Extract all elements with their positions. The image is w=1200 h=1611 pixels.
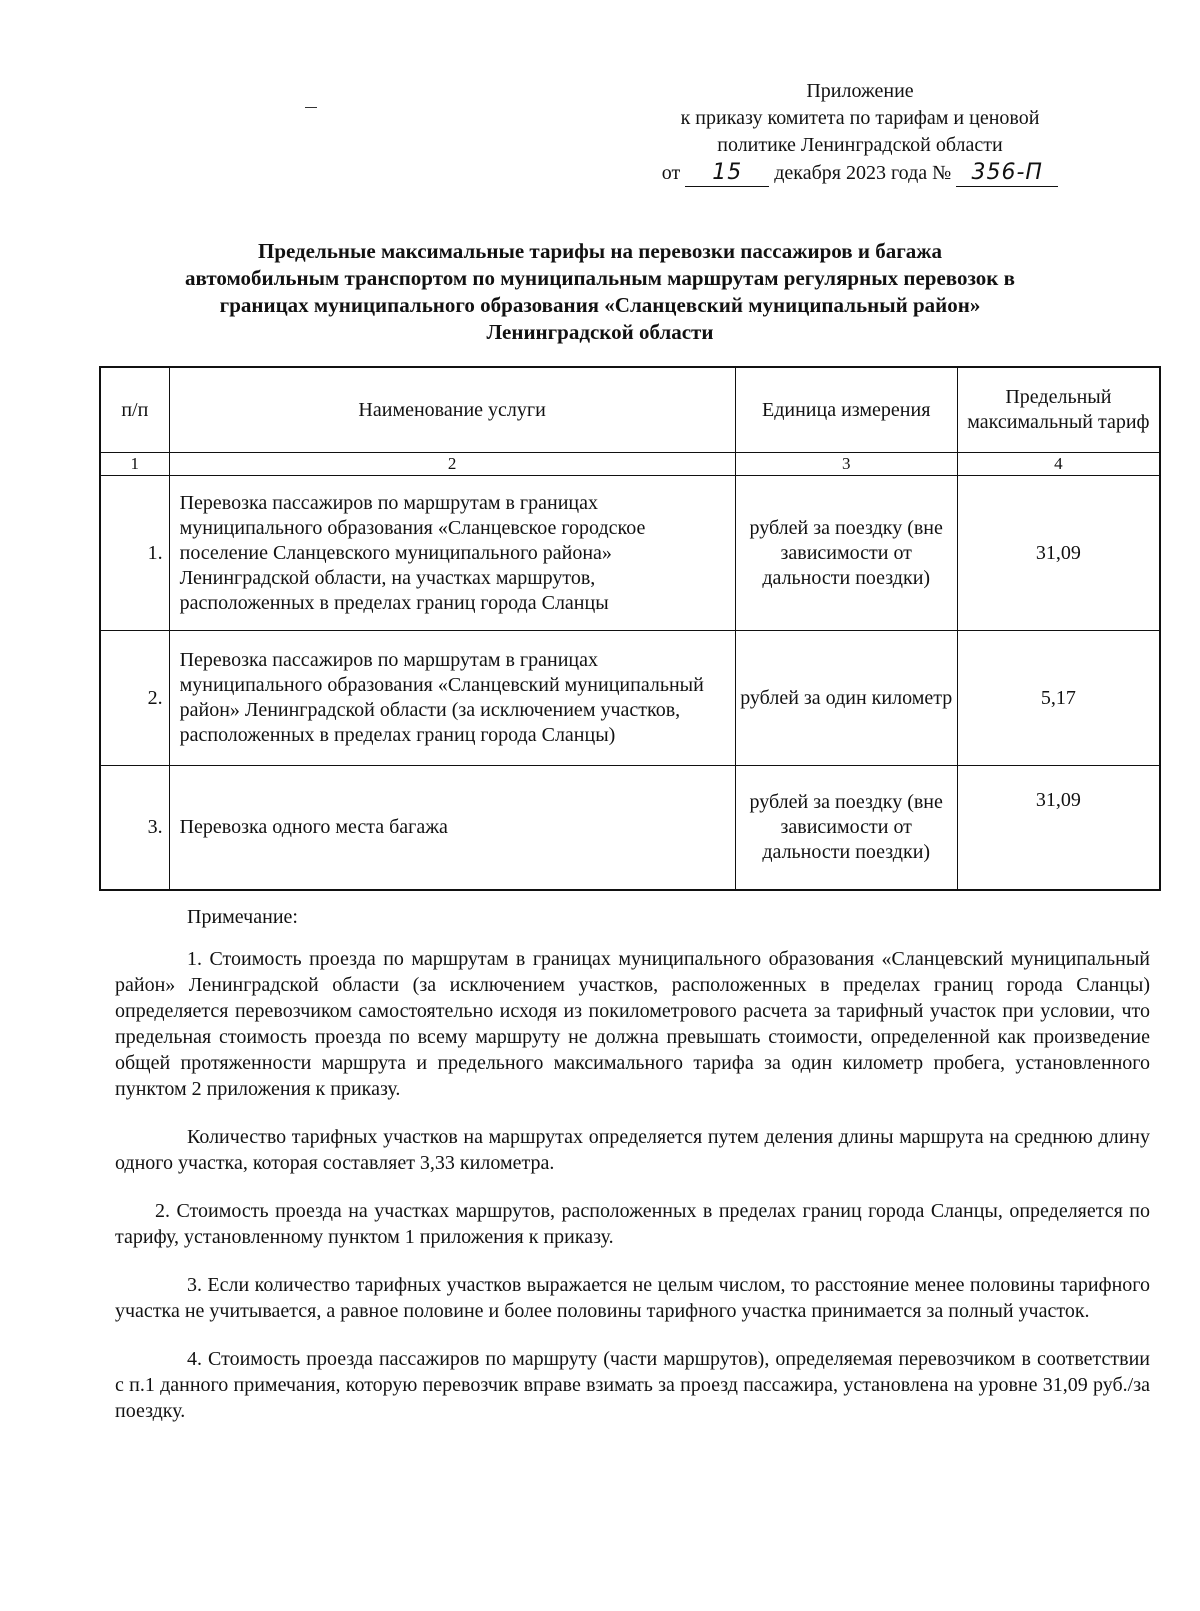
date-prefix: от	[661, 162, 681, 184]
header-line-1: Приложение	[806, 80, 914, 102]
notes-title: Примечание:	[187, 906, 298, 928]
title-line-4: Ленинградской области	[486, 320, 714, 344]
service-name: Перевозка пассажиров по маршрутам в границах муниципального образования «Сланцевское городское поселение Сланцевского муниципального района» Ленинградской области, на участках маршрутов, расположенных в пределах границ города Сланцы	[169, 476, 735, 631]
header-date-line	[620, 159, 1100, 187]
row-number: 3.	[100, 766, 169, 891]
unit-of-measure: рублей за поездку (вне зависимости от дальности поездки)	[735, 476, 957, 631]
tariff-table	[99, 366, 1161, 891]
service-name: Перевозка пассажиров по маршрутам в границах муниципального образования «Сланцевский муниципальный район» Ленинградской области (за исключением участков, расположенных в пределах границ города Сланцы)	[169, 631, 735, 766]
header-line-2: к приказу комитета по тарифам и ценовой	[680, 107, 1040, 129]
header-cell-tariff: Предельный максимальный тариф	[957, 367, 1160, 453]
note-paragraph-3: 3. Если количество тарифных участков выражается не целым числом, то расстояние менее половины тарифного участка не учитывается, а равное половине и более половины тарифного участка принимается за полный участок.	[115, 1274, 1150, 1322]
note-paragraph-1b: Количество тарифных участков на маршрутах определяется путем деления длины маршрута на среднюю длину одного участка, которая составляет 3,33 километра.	[115, 1126, 1150, 1174]
unit-of-measure: рублей за поездку (вне зависимости от дальности поездки)	[735, 766, 957, 891]
column-number: 1	[100, 453, 169, 476]
title-line-3: границах муниципального образования «Сланцевский муниципальный район»	[219, 293, 981, 317]
unit-of-measure: рублей за один километр	[735, 631, 957, 766]
header-line-3: политике Ленинградской области	[717, 134, 1003, 156]
tariff-value: 5,17	[957, 631, 1160, 766]
header-cell-unit: Единица измерения	[735, 367, 957, 453]
scan-mark	[305, 107, 317, 108]
column-number: 3	[735, 453, 957, 476]
table-row	[100, 476, 1160, 631]
title-line-1: Предельные максимальные тарифы на перевозки пассажиров и багажа	[258, 239, 942, 263]
table-row	[100, 631, 1160, 766]
document-title	[120, 238, 1080, 346]
tariff-value: 31,09	[957, 766, 1160, 891]
note-paragraph-4: 4. Стоимость проезда пассажиров по маршруту (части маршрутов), определяемая перевозчиком в соответствии с п.1 данного примечания, которую перевозчик вправе взимать за проезд пассажира, установлена на уровне 31,09 руб./за поездку.	[115, 1348, 1150, 1422]
row-number: 2.	[100, 631, 169, 766]
note-paragraph-1: 1. Стоимость проезда по маршрутам в границах муниципального образования «Сланцевский муниципальный район» Ленинградской области (за исключением участков, расположенных в пределах границ города Сланцы) определяется перевозчиком самостоятельно исходя из покилометрового расчета за тарифный участок при условии, что предельная стоимость проезда по всему маршруту не должна превышать стоимости, определенной как произведение общей протяженности маршрута и предельного максимального тарифа за один километр пробега, установленного пунктом 2 приложения к приказу.	[115, 948, 1150, 1100]
column-numbers-row	[100, 453, 1160, 476]
tariff-value: 31,09	[957, 476, 1160, 631]
header-cell-service: Наименование услуги	[169, 367, 735, 453]
notes-section	[115, 904, 1150, 1446]
appendix-header	[620, 78, 1100, 187]
note-paragraph-2: 2. Стоимость проезда на участках маршрутов, расположенных в пределах границ города Сланцы, определяется по тарифу, установленному пунктом 1 приложения к приказу.	[115, 1200, 1150, 1248]
header-cell-number: п/п	[100, 367, 169, 453]
table-header-row	[100, 367, 1160, 453]
date-day-handwritten: 15	[685, 159, 769, 187]
date-middle: декабря 2023 года №	[774, 162, 952, 184]
title-line-2: автомобильным транспортом по муниципальным маршрутам регулярных перевозок в	[185, 266, 1015, 290]
column-number: 4	[957, 453, 1160, 476]
service-name: Перевозка одного места багажа	[169, 766, 735, 891]
row-number: 1.	[100, 476, 169, 631]
column-number: 2	[169, 453, 735, 476]
order-number-handwritten: 356-П	[956, 159, 1058, 187]
table-row	[100, 766, 1160, 891]
